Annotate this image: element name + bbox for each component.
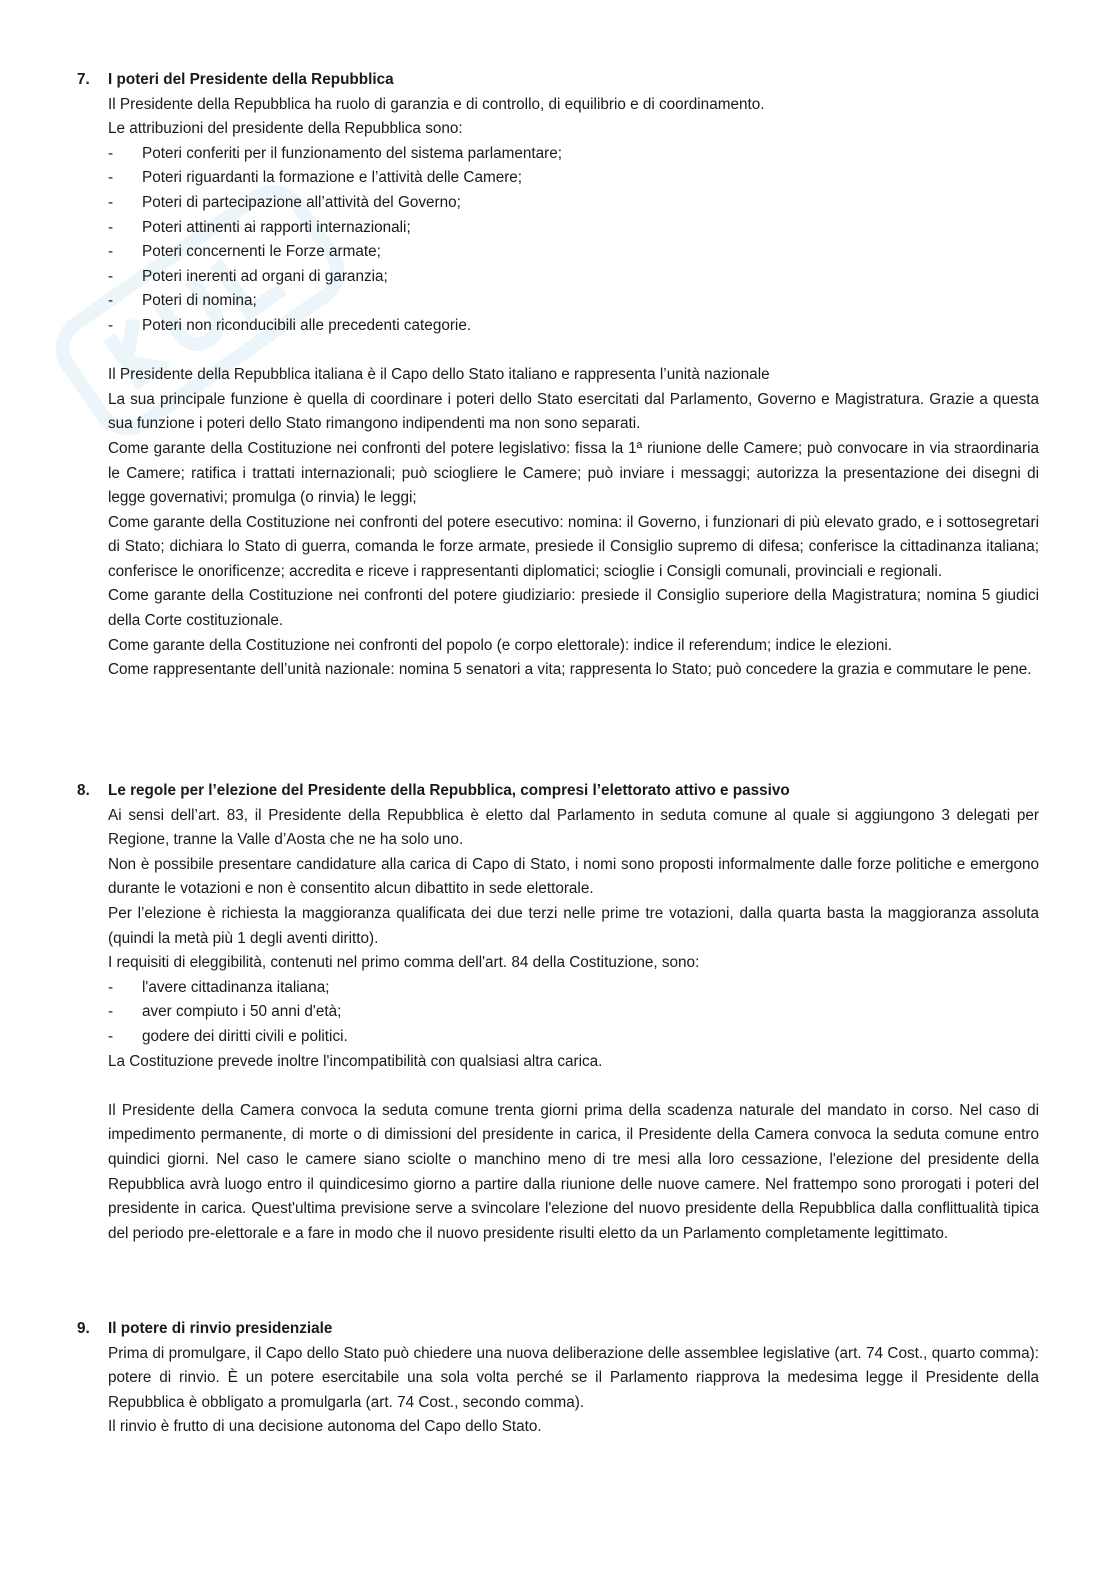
section-9-heading (77, 1317, 1039, 1342)
bullet: - (108, 243, 114, 261)
list-item: - godere dei diritti civili e politici. (108, 1025, 1039, 1050)
paragraph: Il Presidente della Repubblica ha ruolo di garanzia e di controllo, di equilibrio e di coordinamento. (108, 95, 765, 113)
section-title: Il potere di rinvio presidenziale (108, 1320, 333, 1337)
paragraph: Ai sensi dell’art. 83, il Presidente della Repubblica è eletto dal Parlamento in seduta comune al quale si aggiungono 3 delegati per Regione, tranne la Valle d’Aosta che ne ha solo uno. (108, 806, 1039, 849)
section-8 (77, 779, 1039, 1246)
powers-list (108, 142, 1039, 339)
bullet: - (108, 1027, 114, 1045)
list-item: - Poteri inerenti ad organi di garanzia; (108, 265, 1039, 290)
paragraph: Come garante della Costituzione nei confronti del potere esecutivo: nomina: il Governo, i funzionari di più elevato grado, e i sottosegretari di Stato; dichiara lo Stato di guerra, comanda le forze armate, presiede il Consiglio supremo di difesa; conferisce la cittadinanza italiana; conferisce le onorificenze; accredita e riceve i rappresentanti diplomatici; scioglie i Consigli comunali, provinciali e regionali. (108, 513, 1039, 580)
paragraph: Prima di promulgare, il Capo dello Stato può chiedere una nuova deliberazione delle assemblee legislative (art. 74 Cost., quarto comma): potere di rinvio. È un potere esercitabile una sola volta perché se il Parlamento riapprova la medesima legge il Presidente della Repubblica è obbligato a promulgarla (art. 74 Cost., secondo comma). (108, 1344, 1039, 1411)
section-8-heading (77, 779, 1039, 804)
bullet: - (108, 169, 114, 187)
paragraph: Il Presidente della Repubblica italiana è il Capo dello Stato italiano e rappresenta l’unità nazionale (108, 366, 770, 384)
section-7-heading (77, 68, 1039, 93)
paragraph: Come rappresentante dell’unità nazionale: nomina 5 senatori a vita; rappresenta lo Stato; può concedere la grazia e commutare le pene. (108, 661, 1032, 679)
bullet: - (108, 193, 114, 211)
paragraph: Le attribuzioni del presidente della Repubblica sono: (108, 120, 463, 138)
section-number: 7. (77, 71, 90, 88)
paragraph: Non è possibile presentare candidature alla carica di Capo di Stato, i nomi sono proposti informalmente dalle forze politiche e emergono durante le votazioni e non è consentito alcun dibattito in sede elettorale. (108, 855, 1039, 898)
list-item: - Poteri di nomina; (108, 289, 1039, 314)
requirements-list (108, 976, 1039, 1050)
paragraph: La Costituzione prevede inoltre l'incompatibilità con qualsiasi altra carica. (108, 1052, 603, 1070)
list-item: - Poteri riguardanti la formazione e l’attività delle Camere; (108, 166, 1039, 191)
paragraph: La sua principale funzione è quella di coordinare i poteri dello Stato esercitati dal Parlamento, Governo e Magistratura. Grazie a questa sua funzione i poteri dello Stato rimangono indipendenti ma non sono separati. (108, 390, 1039, 433)
section-title: I poteri del Presidente della Repubblica (108, 71, 394, 88)
bullet: - (108, 267, 114, 285)
bullet: - (108, 218, 114, 236)
list-item: - Poteri conferiti per il funzionamento del sistema parlamentare; (108, 142, 1039, 167)
section-number: 8. (77, 782, 90, 799)
paragraph: Come garante della Costituzione nei confronti del potere giudiziario: presiede il Consiglio superiore della Magistratura; nomina 5 giudici della Corte costituzionale. (108, 587, 1039, 630)
section-9 (77, 1317, 1039, 1440)
section-7 (77, 68, 1039, 683)
paragraph: Come garante della Costituzione nei confronti del popolo (e corpo elettorale): indice il referendum; indice le elezioni. (108, 636, 892, 654)
paragraph: Il rinvio è frutto di una decisione autonoma del Capo dello Stato. (108, 1418, 542, 1436)
list-item: - Poteri di partecipazione all’attività del Governo; (108, 191, 1039, 216)
section-title: Le regole per l’elezione del Presidente della Repubblica, compresi l’elettorato attivo e passivo (108, 782, 790, 799)
bullet: - (108, 292, 114, 310)
paragraph: Il Presidente della Camera convoca la seduta comune trenta giorni prima della scadenza naturale del mandato in corso. Nel caso di impedimento permanente, di morte o di dimissioni del presidente in carica, il Presidente della Camera convoca la seduta comune entro quindici giorni. Nel caso le camere siano sciolte o manchino meno di tre mesi alla loro cessazione, l'elezione del presidente della Repubblica avrà luogo entro il quindicesimo giorno a partire dalla riunione delle nuove camere. Nel frattempo sono prorogati i poteri del presidente in carica. Quest'ultima previsione serve a svincolare l'elezione del nuovo presidente della Repubblica dalla conflittualità tipica del periodo pre-elettorale e a fare in modo che il nuovo presidente risulti eletto da un Parlamento completamente legittimato. (108, 1101, 1039, 1242)
list-item: - Poteri concernenti le Forze armate; (108, 240, 1039, 265)
paragraph: Per l’elezione è richiesta la maggioranza qualificata dei due terzi nelle prime tre votazioni, dalla quarta basta la maggioranza assoluta (quindi la metà più 1 degli aventi diritto). (108, 904, 1039, 947)
section-number: 9. (77, 1320, 90, 1337)
bullet: - (108, 1003, 114, 1021)
list-item: - Poteri non riconducibili alle precedenti categorie. (108, 314, 1039, 339)
bullet: - (108, 978, 114, 996)
bullet: - (108, 316, 114, 334)
bullet: - (108, 144, 114, 162)
list-item: - Poteri attinenti ai rapporti internazionali; (108, 216, 1039, 241)
paragraph: Come garante della Costituzione nei confronti del potere legislativo: fissa la 1ª riunione delle Camere; può convocare in via straordinaria le Camere; ratifica i trattati internazionali; può sciogliere le Camere; può inviare i messaggi; autorizza la presentazione dei disegni di legge governativi; promulga (o rinvia) le leggi; (108, 439, 1039, 507)
list-item: - aver compiuto i 50 anni d'età; (108, 1000, 1039, 1025)
paragraph: I requisiti di eleggibilità, contenuti nel primo comma dell'art. 84 della Costituzione, sono: (108, 954, 700, 972)
list-item: - l'avere cittadinanza italiana; (108, 976, 1039, 1001)
